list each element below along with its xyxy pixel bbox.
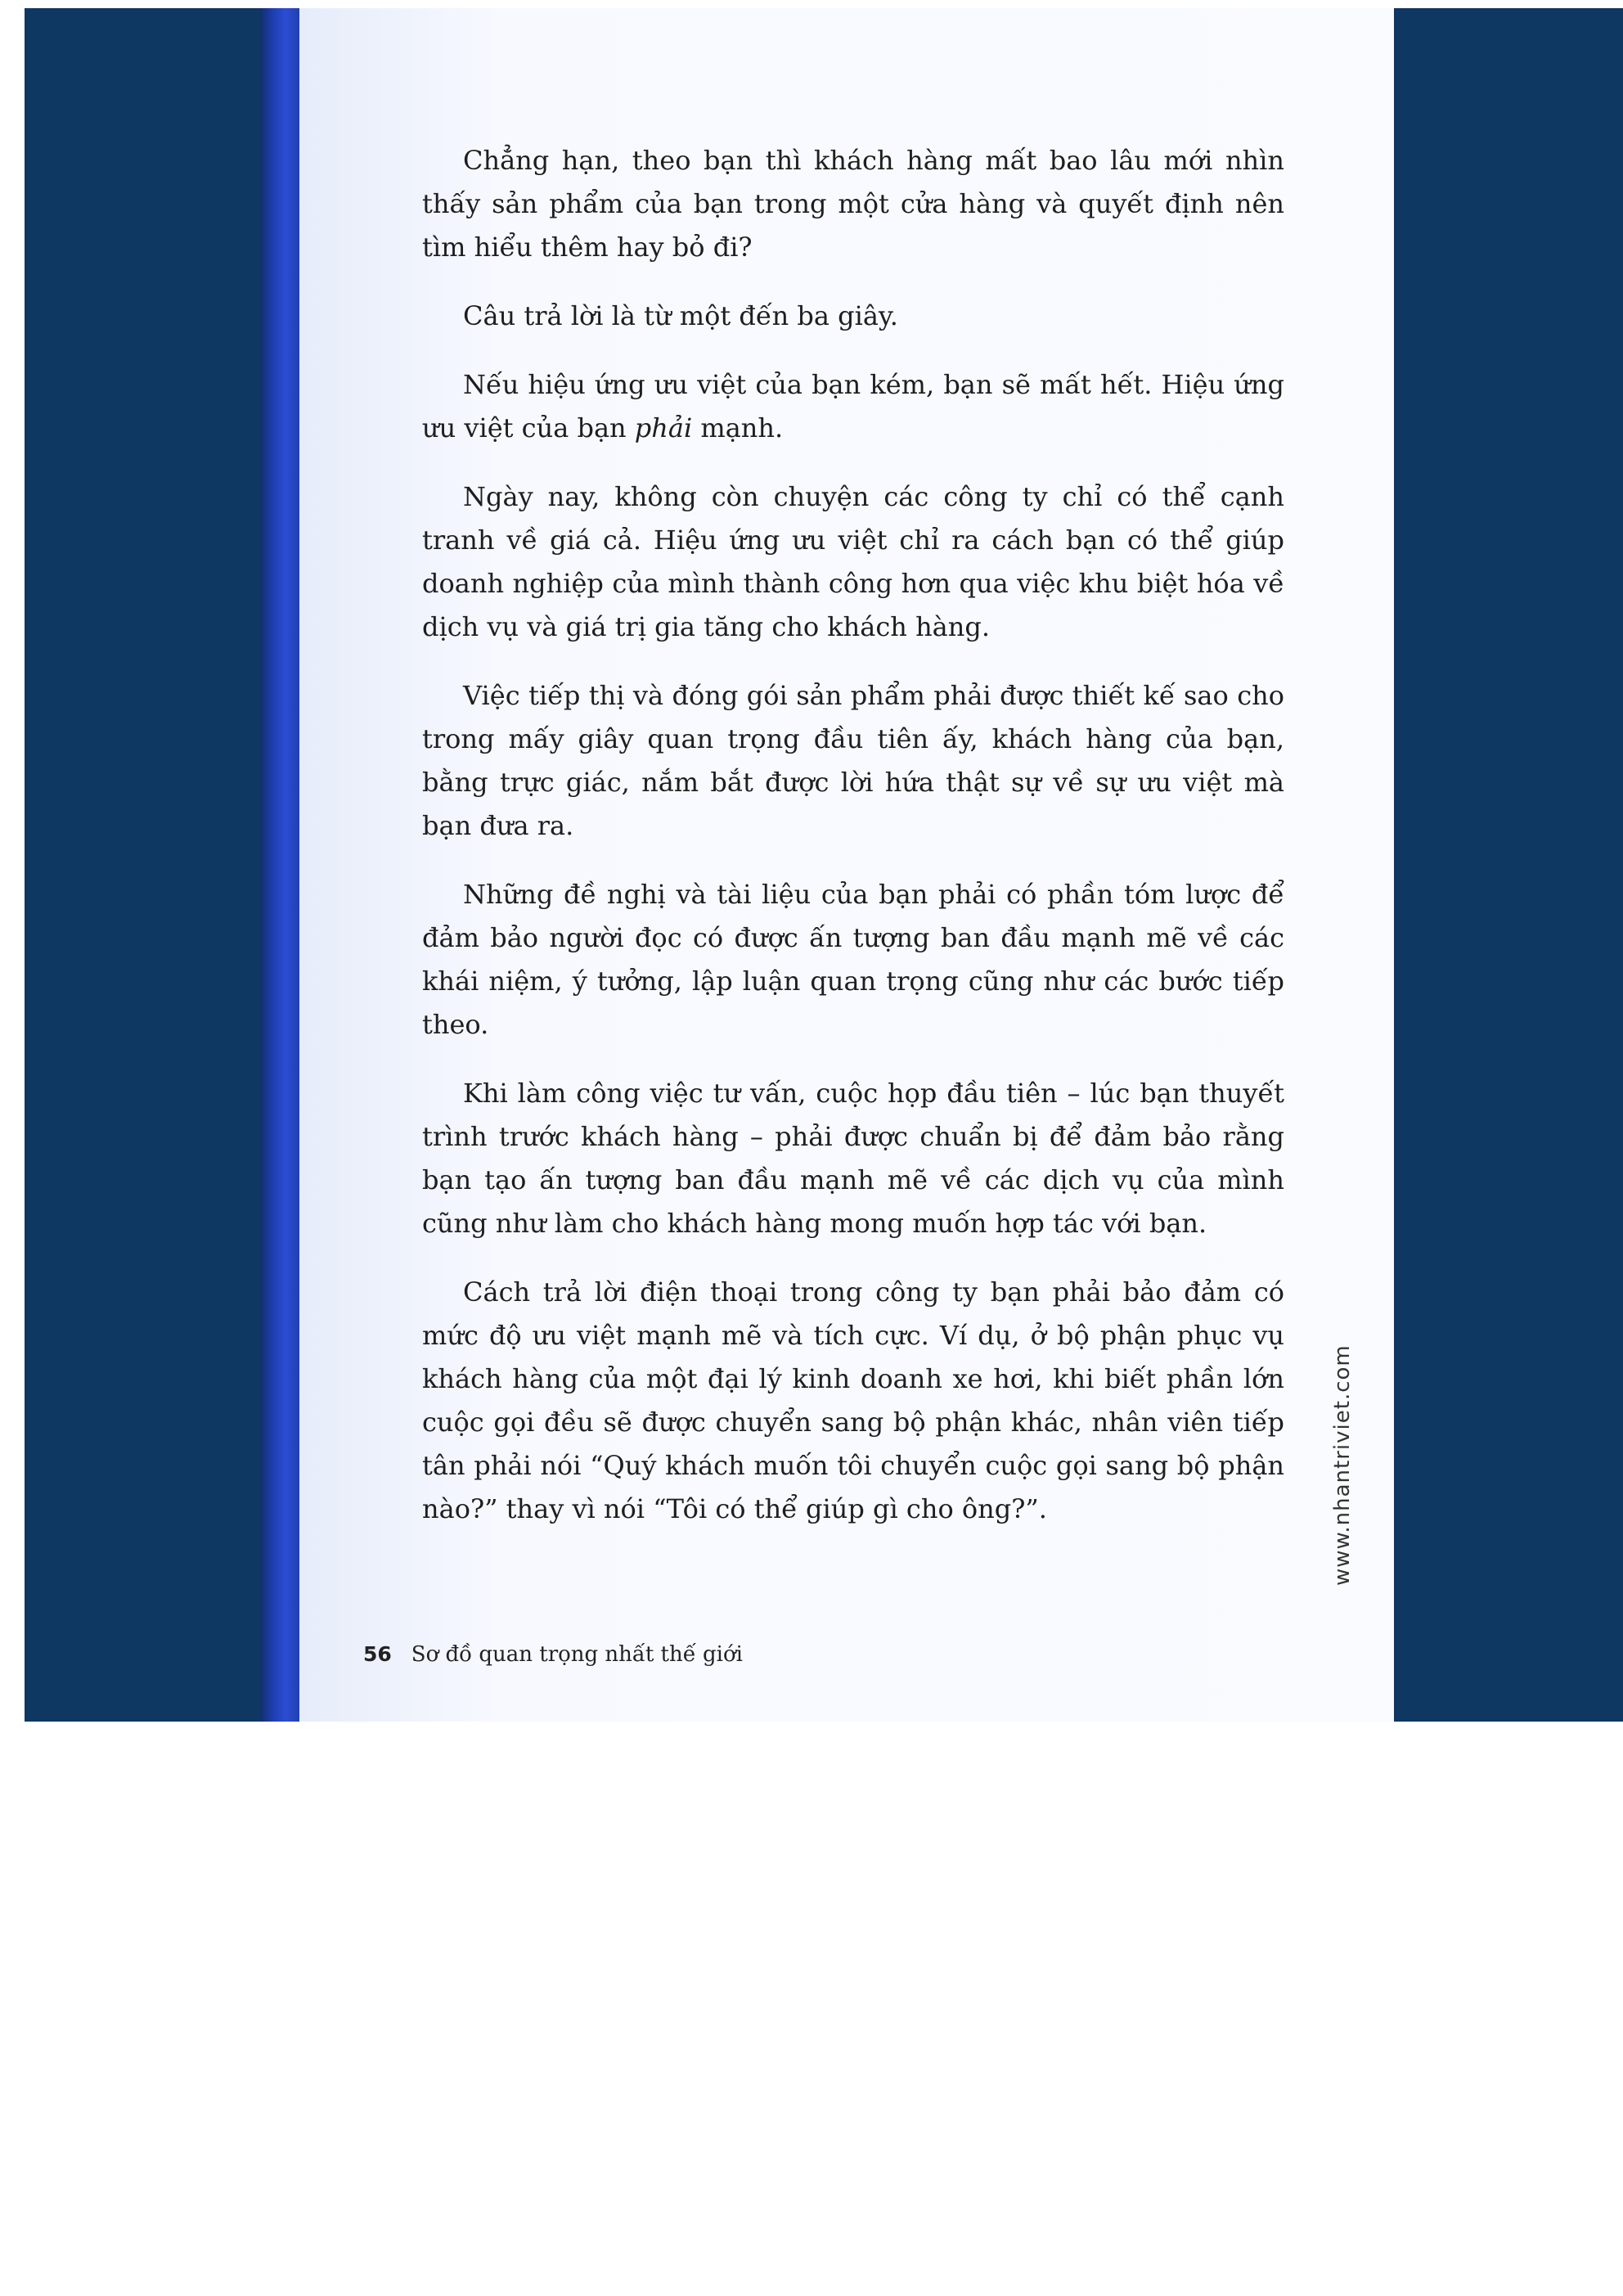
page-footer <box>363 1642 743 1667</box>
emphasis-after: mạnh. <box>692 412 784 443</box>
website-url: www.nhantriviet.com <box>1330 1344 1355 1586</box>
emphasis-before: Nếu hiệu ứng ưu việt của bạn kém, bạn sẽ mất hết. Hiệu ứng ưu việt của bạn <box>422 369 1284 443</box>
emphasis-word: phải <box>634 412 693 443</box>
paragraph-marketing: Việc tiếp thị và đóng gói sản phẩm phải được thiết kế sao cho trong mấy giây quan trọng đầu tiên ấy, khách hàng của bạn, bằng trực giác, nắm bắt được lời hứa thật sự về sự ưu việt mà bạn đưa ra. <box>422 680 1284 841</box>
paragraph-consulting: Khi làm công việc tư vấn, cuộc họp đầu tiên – lúc bạn thuyết trình trước khách hàng – phải được chuẩn bị để đảm bảo rằng bạn tạo ấn tượng ban đầu mạnh mẽ về các dịch vụ của mình cũng như làm cho khách hàng mong muốn hợp tác với bạn. <box>422 1078 1284 1239</box>
paragraph-proposals: Những đề nghị và tài liệu của bạn phải có phần tóm lược để đảm bảo người đọc có được ấn tượng ban đầu mạnh mẽ về các khái niệm, ý tưởng, lập luận quan trọng cũng như các bước tiếp theo. <box>422 879 1284 1040</box>
paragraph-phone: Cách trả lời điện thoại trong công ty bạn phải bảo đảm có mức độ ưu việt mạnh mẽ và tích cực. Ví dụ, ở bộ phận phục vụ khách hàng của một đại lý kinh doanh xe hơi, khi biết phần lớn cuộc gọi đều sẽ được chuyển sang bộ phận khác, nhân viên tiếp tân phải nói “Quý khách muốn tôi chuyển cuộc gọi sang bộ phận nào?” thay vì nói “Tôi có thể giúp gì cho ông?”. <box>422 1276 1284 1524</box>
paragraph-answer: Câu trả lời là từ một đến ba giây. <box>463 300 898 331</box>
running-title: Sơ đồ quan trọng nhất thế giới <box>411 1642 743 1667</box>
book-spine-edge <box>260 8 299 1722</box>
paragraph-competition: Ngày nay, không còn chuyện các công ty chỉ có thể cạnh tranh về giá cả. Hiệu ứng ưu việt chỉ ra cách bạn có thể giúp doanh nghiệp của mình thành công hơn qua việc khu biệt hóa về dịch vụ và giá trị gia tăng cho khách hàng. <box>422 481 1284 642</box>
paragraph-strong-effect <box>422 363 1284 450</box>
page-number: 56 <box>363 1642 392 1666</box>
page-body <box>422 139 1284 1556</box>
paragraph-example-question: Chẳng hạn, theo bạn thì khách hàng mất bao lâu mới nhìn thấy sản phẩm của bạn trong một cửa hàng và quyết định nên tìm hiểu thêm hay bỏ đi? <box>422 145 1284 263</box>
